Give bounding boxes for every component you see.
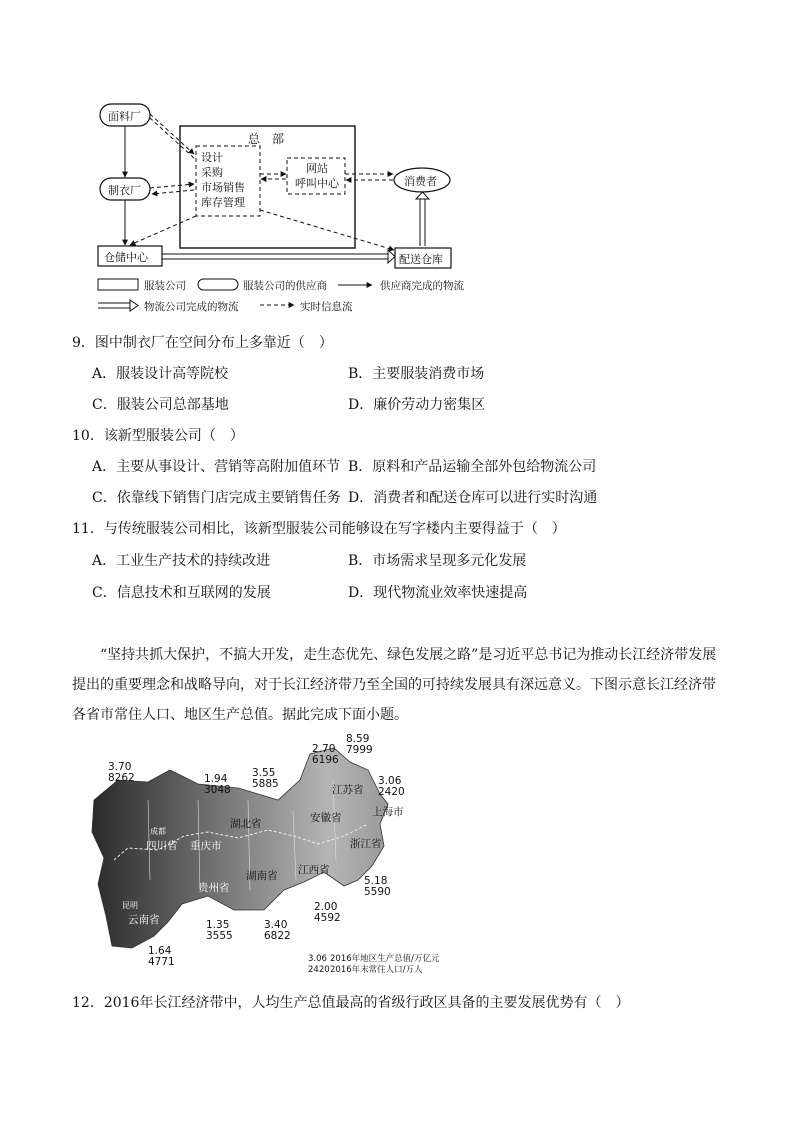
- question-10-option-a[interactable]: A．主要从事设计、营销等高附加值环节: [92, 459, 341, 475]
- map-label-chongqing: 重庆市: [190, 840, 222, 852]
- map-label-jiangsu: 江苏省: [332, 784, 364, 796]
- passage-line-1: “坚持共抓大保护，不搞大开发，走生态优先、绿色发展之路”是习近平总书记为推动长江经济带发展: [100, 647, 717, 663]
- question-9-option-a[interactable]: A．服装设计高等院校: [92, 366, 229, 382]
- question-11-option-a[interactable]: A．工业生产技术的持续改进: [92, 553, 271, 569]
- function-design: 设计: [201, 151, 223, 164]
- function-inventory: 库存管理: [201, 196, 245, 209]
- map-legend-pop-label: 2016年末常住人口/万人: [330, 965, 423, 975]
- value-jiangxi: 2.00 4592: [314, 901, 341, 924]
- distribution-label: 配送仓库: [399, 253, 443, 266]
- passage-line-2: 提出的重要理念和战略导向，对于长江经济带乃至全国的可持续发展具有深远意义。下图示意长江经济带: [72, 677, 716, 693]
- map-label-zhejiang: 浙江省: [350, 838, 382, 850]
- legend-logistics-company: 物流公司完成的物流: [144, 301, 239, 313]
- map-legend: [308, 954, 440, 976]
- question-11-option-b[interactable]: B．市场需求呈现多元化发展: [348, 553, 527, 569]
- value-sichuan: 3.70 8262: [108, 761, 135, 784]
- legend-supplier: 服装公司的供应商: [243, 280, 327, 292]
- callcenter-label: 呼叫中心: [295, 177, 339, 190]
- map-legend-gdp-value: 3.06: [308, 954, 327, 964]
- passage-line-3: 各省市常住人口、地区生产总值。据此完成下面小题。: [72, 707, 408, 723]
- map-label-anhui: 安徽省: [310, 812, 342, 824]
- map-legend-pop-value: 2420: [308, 965, 330, 975]
- yangtze-economic-belt-map: [88, 733, 440, 980]
- map-label-hunan: 湖南省: [246, 870, 278, 882]
- question-9-option-b[interactable]: B．主要服装消费市场: [348, 366, 485, 382]
- website-label: 网站: [306, 162, 328, 175]
- map-label-yunnan: 云南省: [128, 914, 160, 926]
- value-anhui: 2.70 6196: [312, 743, 339, 766]
- legend-supplier-logistics: 供应商完成的物流: [380, 280, 464, 292]
- question-10-option-d[interactable]: D．消费者和配送仓库可以进行实时沟通: [348, 490, 598, 506]
- map-label-sichuan: 四川省: [146, 840, 178, 852]
- question-10-stem: 10．该新型服装公司（ ）: [72, 428, 244, 444]
- map-label-hubei: 湖北省: [230, 818, 262, 830]
- question-10-option-c[interactable]: C．依靠线下销售门店完成主要销售任务: [92, 490, 341, 506]
- value-shanghai: 3.06 2420: [378, 775, 405, 798]
- map-label-jiangxi: 江西省: [298, 864, 330, 876]
- supply-chain-diagram: [90, 100, 500, 320]
- question-11-option-c[interactable]: C．信息技术和互联网的发展: [92, 585, 271, 601]
- warehouse-label: 仓储中心: [104, 251, 148, 264]
- question-11-option-d[interactable]: D．现代物流业效率快速提高: [348, 585, 528, 601]
- map-label-chengdu: 成都: [150, 827, 166, 836]
- map-legend-gdp-label: 2016年地区生产总值/万亿元: [330, 954, 440, 964]
- question-12-stem: 12．2016年长江经济带中，人均生产总值最高的省级行政区具备的主要发展优势有（ ）: [72, 995, 630, 1011]
- passage: [72, 640, 732, 730]
- website-callcenter: [293, 161, 341, 191]
- value-zhejiang: 5.18 5590: [364, 875, 391, 898]
- legend-company: 服装公司: [144, 280, 186, 292]
- question-9-option-d[interactable]: D．廉价劳动力密集区: [348, 397, 486, 413]
- question-9-stem: 9．图中制衣厂在空间分布上多靠近（ ）: [72, 335, 333, 351]
- value-hunan: 3.40 6822: [264, 919, 291, 942]
- value-jiangsu: 8.59 7999: [346, 733, 373, 756]
- map-label-shanghai: 上海市: [372, 806, 404, 818]
- question-10-option-b[interactable]: B．原料和产品运输全部外包给物流公司: [348, 459, 597, 475]
- garment-factory-label: 制衣厂: [108, 184, 141, 197]
- value-chongqing: 1.94 3048: [204, 773, 231, 796]
- function-purchase: 采购: [201, 166, 223, 179]
- consumer-label: 消费者: [404, 175, 437, 188]
- value-hubei: 3.55 5885: [252, 767, 279, 790]
- hq-title: 总 部: [248, 132, 285, 146]
- map-label-guizhou: 贵州省: [198, 882, 230, 894]
- map-label-kunming: 昆明: [122, 901, 138, 910]
- value-guizhou: 1.35 3555: [206, 919, 233, 942]
- function-marketing: 市场销售: [201, 181, 245, 194]
- value-yunnan: 1.64 4771: [148, 945, 175, 968]
- fabric-factory-label: 面料厂: [108, 110, 141, 123]
- legend-info-flow: 实时信息流: [300, 301, 353, 313]
- question-9-option-c[interactable]: C．服装公司总部基地: [92, 397, 229, 413]
- hq-functions: [201, 150, 245, 210]
- question-11-stem: 11．与传统服装公司相比，该新型服装公司能够设在写字楼内主要得益于（ ）: [72, 521, 566, 537]
